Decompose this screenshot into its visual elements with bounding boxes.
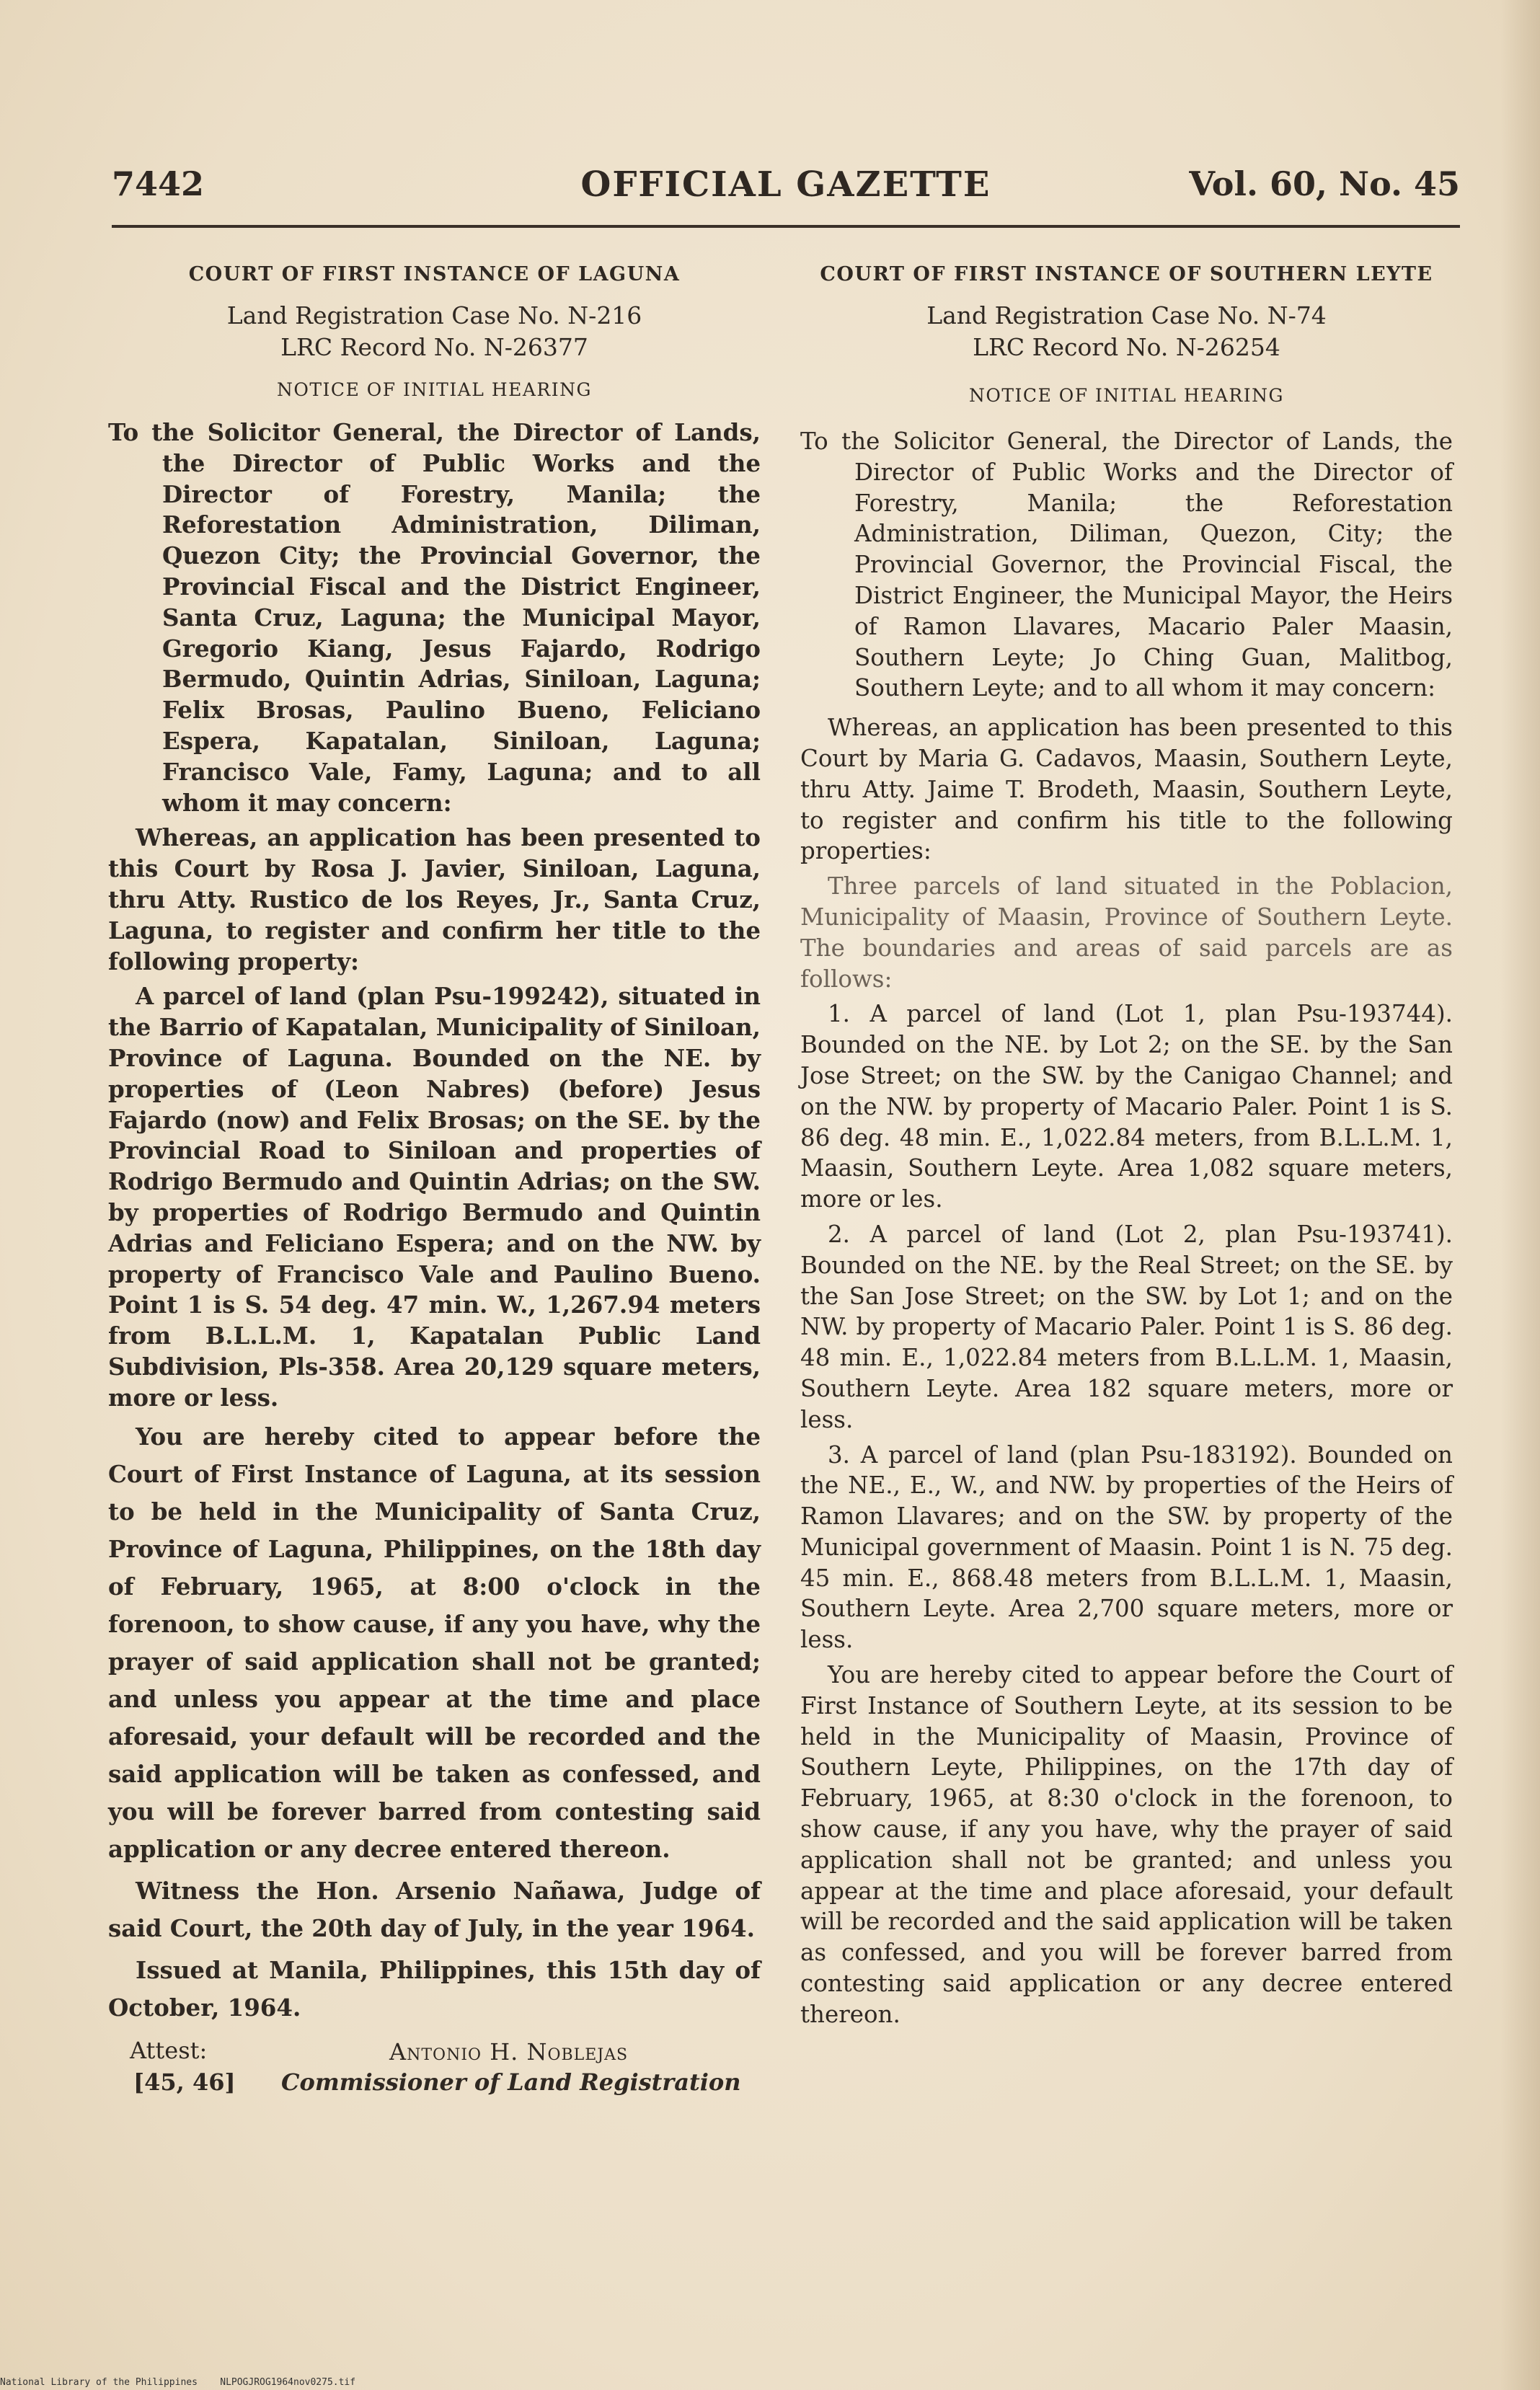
commissioner-title: Commissioner of Land Registration [281, 2068, 741, 2096]
library-credit: National Library of the Philippines [0, 2377, 198, 2388]
scan-filename: NLPOGJROG1964nov0275.tif [220, 2377, 356, 2388]
citation-paragraph: You are hereby cited to appear before the Court of First Instance of Laguna, at its session to be held in the Municipality of Santa Cruz, Province of Laguna, Philippines, on the 18th day of February, 1965, at 8:00 o'clock in the forenoon, to show cause, if any you have, why the prayer of said application shall not be granted; and unless you appear at the time and place aforesaid, your default will be recorded and the said application will be taken as confessed, and you will be forever barred from contesting said application or any decree entered thereon. [108, 1422, 761, 1863]
notice-heading: NOTICE OF INITIAL HEARING [277, 379, 592, 400]
citation-paragraph: You are hereby cited to appear before the Court of First Instance of Southern Leyte, at its session to be held in the Municipality of Maasin, Province of Southern Leyte, Philippines, on the 17th day of February, 1965, at 8:30 o'clock in the forenoon, to show cause, if any you have, why the prayer of said application shall not be granted; and unless you appear at the time and place aforesaid, your default will be recorded and the said application will be taken as confessed, and you will be forever barred from contesting said application or any decree entered thereon. [800, 1661, 1453, 2028]
record-number: LRC Record No. N-26254 [973, 333, 1280, 361]
case-number: Land Registration Case No. N-74 [926, 301, 1327, 329]
court-heading: COURT OF FIRST INSTANCE OF SOUTHERN LEYTE [820, 263, 1433, 286]
left-column-notice [108, 256, 761, 2102]
header-rule [112, 225, 1460, 228]
scan-footer [0, 2377, 355, 2388]
issue-reference: [45, 46] [133, 2068, 236, 2096]
lot-3-paragraph: 3. A parcel of land (plan Psu-183192). Bounded on the NE., E., W., and NW. by properties of the Heirs of Ramon Llavares; and on the SW. by property of the Municipal government of Maasin. Point 1 is N. 75 deg. 45 min. E., 868.48 meters from B.L.L.M. 1, Maasin, Southern Leyte. Area 2,700 square meters, more or less. [800, 1440, 1453, 1654]
notice-heading: NOTICE OF INITIAL HEARING [969, 385, 1284, 406]
whereas-paragraph: Whereas, an application has been presented to this Court by Maria G. Cadavos, Maasin, Southern Leyte, thru Atty. Jaime T. Brodeth, Maasin, Southern Leyte, to register and confirm his title to the following properties: [800, 714, 1453, 865]
parcel-paragraph: A parcel of land (plan Psu-199242), situated in the Barrio of Kapatalan, Municipality of Siniloan, Province of Laguna. Bounded on the NE. by properties of (Leon Nabres) (before) Jesus Fajardo (now) and Felix Brosas; on the SE. by the Provincial Road to Siniloan and properties of Rodrigo Bermudo and Quintin Adrias; on the SW. by properties of Rodrigo Bermudo and Quintin Adrias and Feliciano Espera; and on the NW. by property of Francisco Vale and Paulino Bueno. Point 1 is S. 54 deg. 47 min. W., 1,267.94 meters from B.L.L.M. 1, Kapatalan Public Land Subdivision, Pls-358. Area 20,129 square meters, more or less. [108, 982, 761, 1412]
commissioner-name: Antonio H. Noblejas [389, 2037, 629, 2066]
record-number: LRC Record No. N-26377 [280, 333, 588, 361]
volume-number: Vol. 60, No. 45 [1189, 164, 1460, 203]
publication-title: OFFICIAL GAZETTE [580, 164, 991, 205]
case-number: Land Registration Case No. N-216 [226, 301, 642, 329]
lot-1-paragraph: 1. A parcel of land (Lot 1, plan Psu-193744). Bounded on the NE. by Lot 2; on the SE. by the San Jose Street; on the SW. by the Canigao Channel; and on the NW. by property of Macario Paler. Point 1 is S. 86 deg. 48 min. E., 1,022.84 meters, from B.L.L.M. 1, Maasin, Southern Leyte. Area 1,082 square meters, more or les. [800, 1000, 1453, 1213]
page-header [112, 164, 1460, 215]
addressees: To the Solicitor General, the Director of Lands, the Director of Public Works and the Director of Forestry, Manila; the Reforestation Administration, Diliman, Quezon City; the Provincial Governor, the Provincial Fiscal and the District Engineer, Santa Cruz, Laguna; the Municipal Mayor, Gregorio Kiang, Jesus Fajardo, Rodrigo Bermudo, Quintin Adrias, Siniloan, Laguna; Felix Brosas, Paulino Bueno, Feliciano Espera, Kapatalan, Siniloan, Laguna; Francisco Vale, Famy, Laguna; and to all whom it may concern: [108, 418, 761, 817]
whereas-paragraph: Whereas, an application has been presented to this Court by Rosa J. Javier, Siniloan, Laguna, thru Atty. Rustico de los Reyes, Jr., Santa Cruz, Laguna, to register and confirm her title to the following property: [108, 823, 761, 975]
addressees: To the Solicitor General, the Director of Lands, the Director of Public Works and the Director of Forestry, Manila; the Reforestation Administration, Diliman, Quezon, City; the Provincial Governor, the Provincial Fiscal, the District Engineer, the Municipal Mayor, the Heirs of Ramon Llavares, Macario Paler Maasin, Southern Leyte; Jo Ching Guan, Malitbog, Southern Leyte; and to all whom it may concern: [800, 428, 1453, 702]
issued-paragraph: Issued at Manila, Philippines, this 15th day of October, 1964. [108, 1955, 761, 2022]
attestation [108, 2037, 761, 2102]
parcels-intro-paragraph: Three parcels of land situated in the Poblacion, Municipality of Maasin, Province of Southern Leyte. The boundaries and areas of said parcels are as follows: [800, 872, 1453, 993]
lot-2-paragraph: 2. A parcel of land (Lot 2, plan Psu-193741). Bounded on the NE. by the Real Street; on the SE. by the San Jose Street; on the SW. by Lot 1; and on the NW. by property of Macario Paler. Point 1 is S. 86 deg. 48 min. E., 1,022.84 meters from B.L.L.M. 1, Maasin, Southern Leyte. Area 182 square meters, more or less. [800, 1220, 1453, 1433]
page-edge-shadow [1500, 0, 1540, 2390]
witness-paragraph: Witness the Hon. Arsenio Nañawa, Judge of said Court, the 20th day of July, in the year 1964. [108, 1876, 761, 1942]
right-column-notice [800, 256, 1453, 2035]
page-number: 7442 [112, 164, 205, 203]
court-heading: COURT OF FIRST INSTANCE OF LAGUNA [188, 263, 681, 286]
attest-label: Attest: [130, 2036, 208, 2064]
